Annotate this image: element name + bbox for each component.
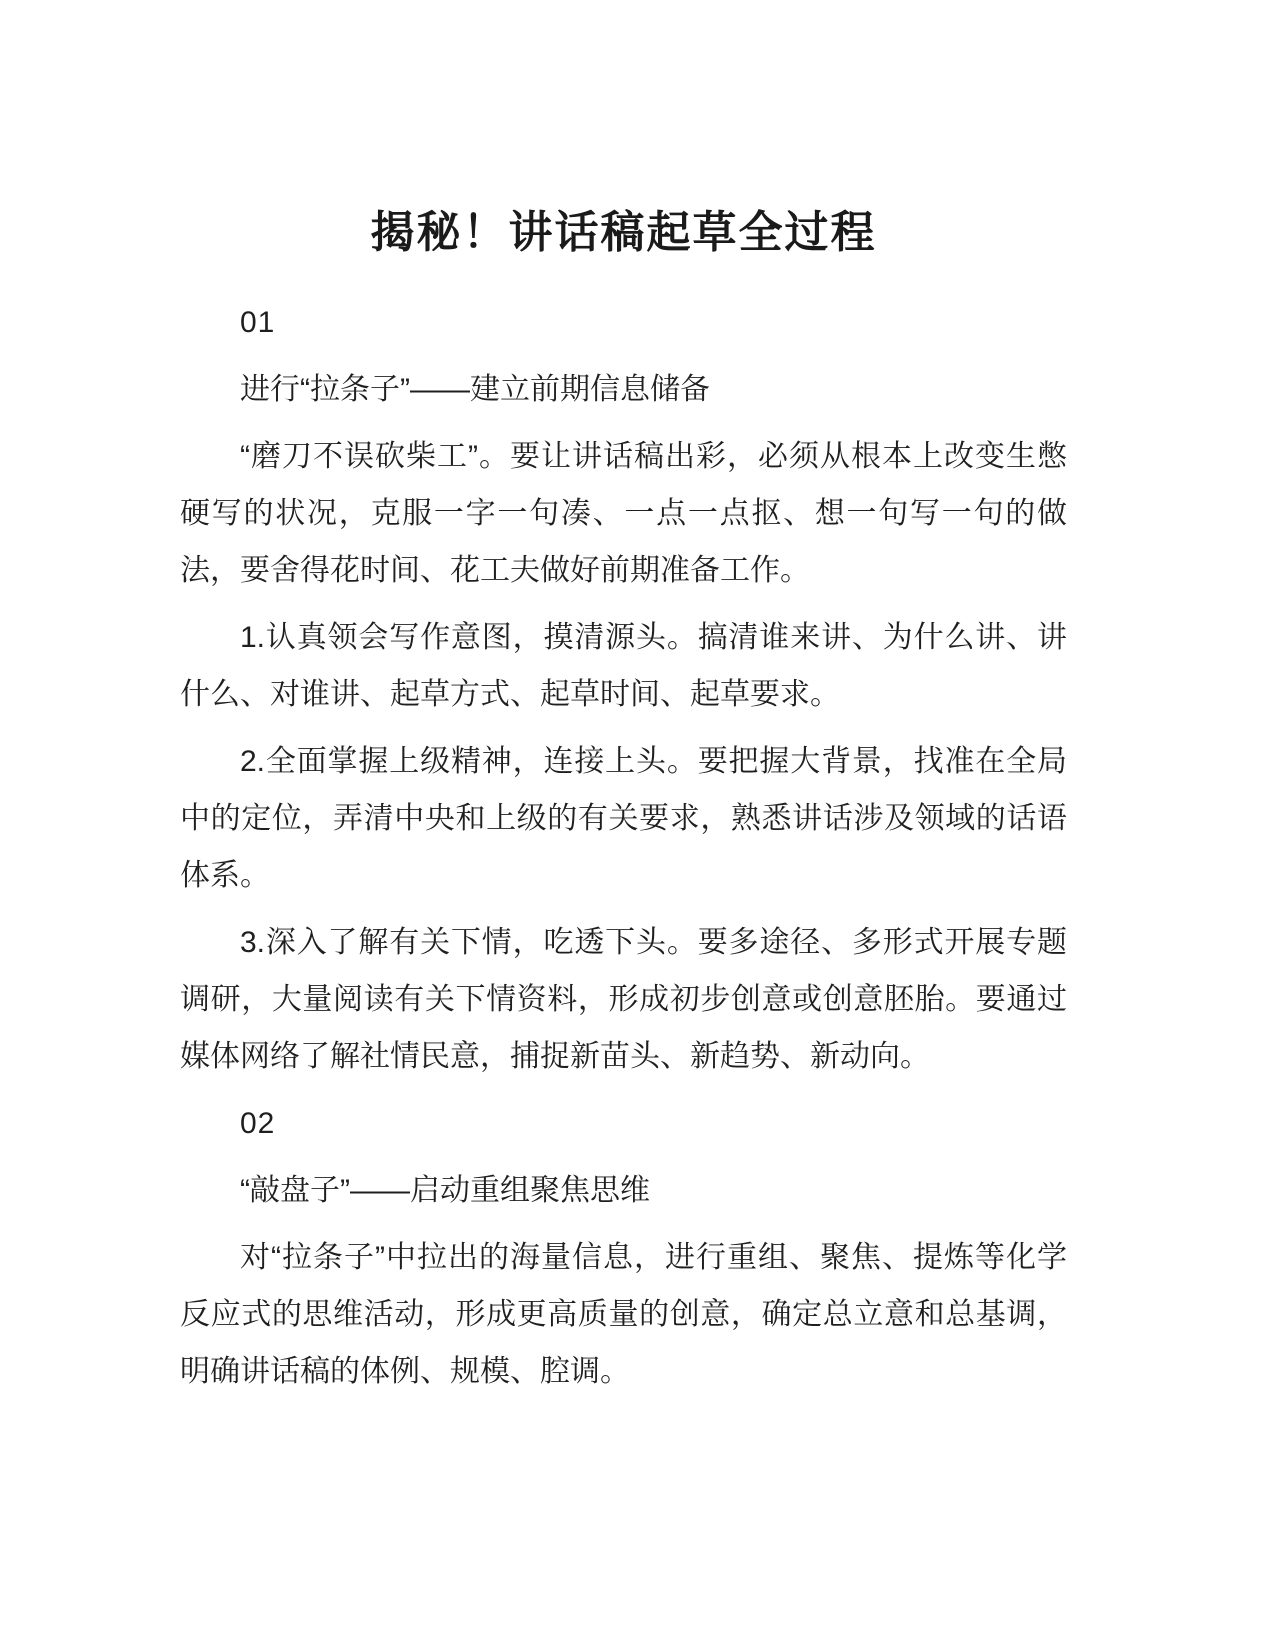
paragraph: 2.全面掌握上级精神，连接上头。要把握大背景，找准在全局中的定位，弄清中央和上级的有关要求，熟悉讲话涉及领域的话语体系。: [180, 745, 1067, 892]
section-heading: “敲盘子”——启动重组聚焦思维: [240, 1174, 650, 1207]
document-title: 揭秘！讲话稿起草全过程: [370, 208, 877, 257]
paragraph: 3.深入了解有关下情，吃透下头。要多途径、多形式开展专题调研，大量阅读有关下情资料，形成初步创意或创意胚胎。要通过媒体网络了解社情民意，捕捉新苗头、新趋势、新动向。: [180, 926, 1067, 1073]
section-heading: 进行“拉条子”——建立前期信息储备: [240, 373, 710, 406]
paragraph: 1.认真领会写作意图，摸清源头。搞清谁来讲、为什么讲、讲什么、对谁讲、起草方式、起草时间、起草要求。: [180, 621, 1067, 711]
section-number: 01: [240, 306, 276, 339]
paragraph: 对“拉条子”中拉出的海量信息，进行重组、聚焦、提炼等化学反应式的思维活动，形成更高质量的创意，确定总立意和总基调，明确讲话稿的体例、规模、腔调。: [180, 1241, 1067, 1388]
section-number: 02: [240, 1107, 276, 1140]
paragraph: “磨刀不误砍柴工”。要让讲话稿出彩，必须从根本上改变生憋硬写的状况，克服一字一句凑、一点一点抠、想一句写一句的做法，要舍得花时间、花工夫做好前期准备工作。: [180, 440, 1067, 587]
